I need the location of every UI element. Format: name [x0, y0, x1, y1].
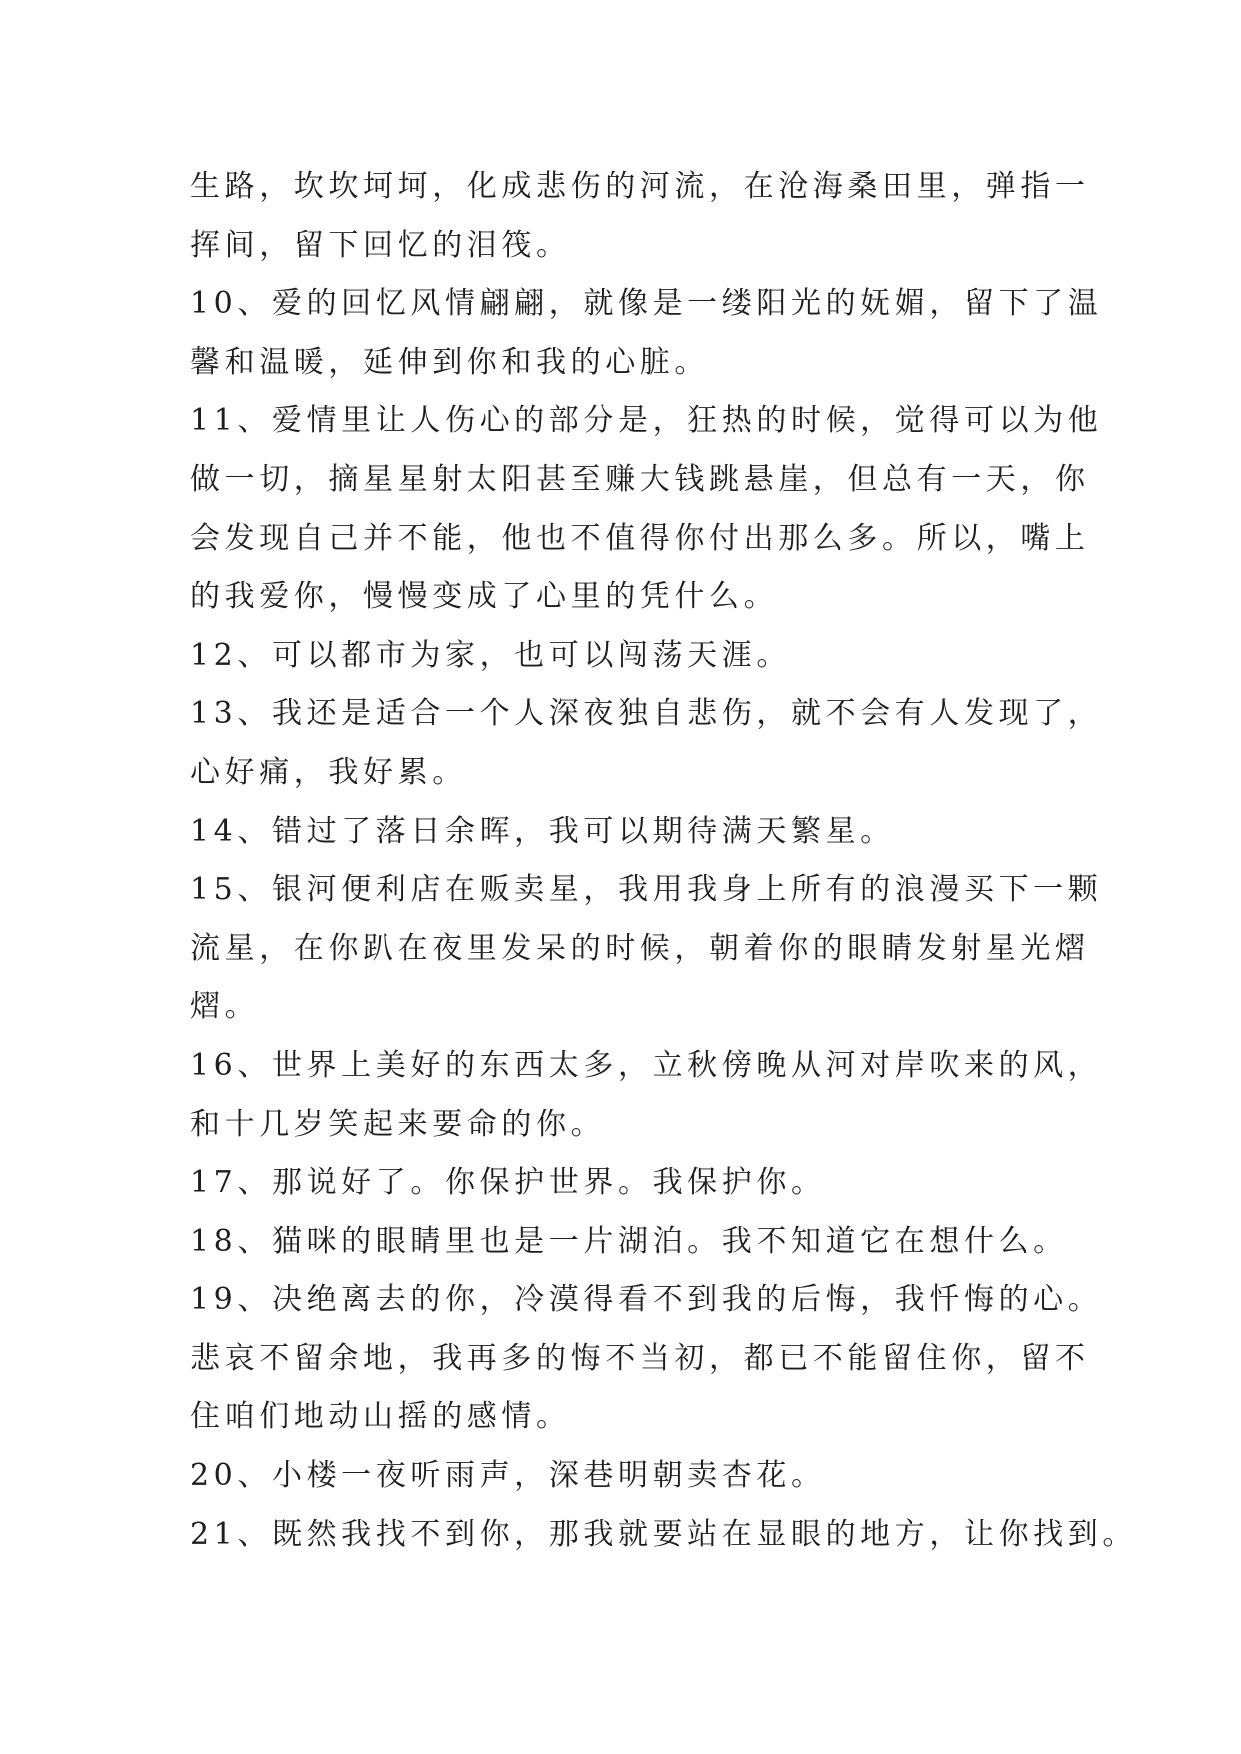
text-line: 生路，坎坎坷坷，化成悲伤的河流，在沧海桑田里，弹指一 — [190, 169, 1090, 204]
text-line: 挥间，留下回忆的泪筏。 — [190, 227, 571, 263]
text-line: 熠。 — [190, 989, 260, 1025]
text-line: 16、世界上美好的东西太多，立秋傍晚从河对岸吹来的风， — [190, 1047, 1103, 1083]
text-line: 13、我还是适合一个人深夜独自悲伤，就不会有人发现了， — [190, 696, 1103, 732]
text-line: 18、猫咪的眼睛里也是一片湖泊。我不知道它在想什么。 — [190, 1223, 1068, 1259]
text-line: 14、错过了落日余晖，我可以期待满天繁星。 — [190, 813, 895, 849]
text-line: 21、既然我找不到你，那我就要站在显眼的地方，让你找到。 — [190, 1516, 1137, 1552]
text-line: 心好痛，我好累。 — [190, 754, 467, 790]
text-line: 住咱们地动山摇的感情。 — [190, 1399, 571, 1435]
text-line: 11、爱情里让人伤心的部分是，狂热的时候，觉得可以为他 — [190, 403, 1103, 439]
text-line: 12、可以都市为家，也可以闯荡天涯。 — [190, 637, 791, 673]
text-line: 流星，在你趴在夜里发呆的时候，朝着你的眼睛发射星光熠 — [190, 930, 1090, 966]
text-line: 的我爱你，慢慢变成了心里的凭什么。 — [190, 579, 779, 615]
text-line: 15、银河便利店在贩卖星，我用我身上所有的浪漫买下一颗 — [190, 872, 1103, 908]
text-line: 10、爱的回忆风情翩翩，就像是一缕阳光的妩媚，留下了温 — [190, 286, 1103, 322]
document-body — [190, 158, 1137, 1564]
text-line: 做一切，摘星星射太阳甚至赚大钱跳悬崖，但总有一天，你 — [190, 461, 1090, 497]
text-line: 馨和温暖，延伸到你和我的心脏。 — [190, 344, 709, 380]
text-line: 19、决绝离去的你，冷漠得看不到我的后悔，我忏悔的心。 — [190, 1282, 1103, 1318]
text-line: 17、那说好了。你保护世界。我保护你。 — [190, 1165, 826, 1201]
text-line: 20、小楼一夜听雨声，深巷明朝卖杏花。 — [190, 1458, 826, 1494]
text-line: 和十几岁笑起来要命的你。 — [190, 1106, 606, 1142]
text-line: 悲哀不留余地，我再多的悔不当初，都已不能留住你，留不 — [190, 1340, 1090, 1376]
text-line: 会发现自己并不能，他也不值得你付出那么多。所以，嘴上 — [190, 520, 1090, 556]
